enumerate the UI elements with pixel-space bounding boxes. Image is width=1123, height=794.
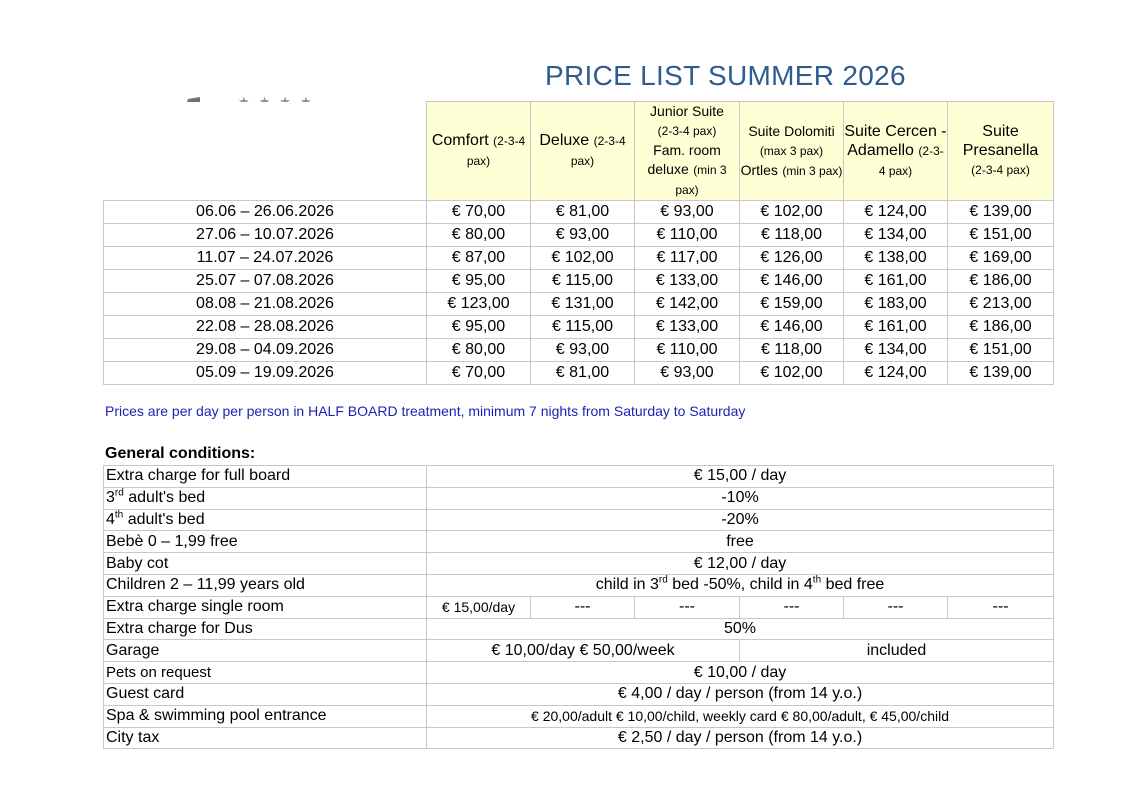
period-cell: 25.07 – 07.08.2026 <box>104 270 427 293</box>
price-cell: € 126,00 <box>740 247 844 270</box>
condition-row <box>104 466 1054 488</box>
condition-label: Extra charge for Dus <box>104 618 427 640</box>
condition-value: € 2,50 / day / person (from 14 y.o.) <box>427 727 1054 749</box>
price-cell: € 110,00 <box>635 224 740 247</box>
price-cell: € 110,00 <box>635 339 740 362</box>
period-cell: 11.07 – 24.07.2026 <box>104 247 427 270</box>
period-cell: 29.08 – 04.09.2026 <box>104 339 427 362</box>
price-cell: € 118,00 <box>740 339 844 362</box>
price-cell: € 186,00 <box>948 270 1054 293</box>
price-cell: € 169,00 <box>948 247 1054 270</box>
price-cell: € 159,00 <box>740 293 844 316</box>
condition-label: Garage <box>104 640 427 662</box>
price-cell: € 81,00 <box>531 362 635 385</box>
condition-value: --- <box>844 596 948 618</box>
price-cell: € 80,00 <box>427 339 531 362</box>
price-cell: € 134,00 <box>844 339 948 362</box>
price-row <box>104 224 1054 247</box>
price-row <box>104 247 1054 270</box>
pricing-note: Prices are per day per person in HALF BOARD treatment, minimum 7 nights from Saturday to Saturday <box>105 403 746 419</box>
condition-value: 50% <box>427 618 1054 640</box>
condition-label: Pets on request <box>104 662 427 684</box>
condition-label: City tax <box>104 727 427 749</box>
condition-label: Extra charge for full board <box>104 466 427 488</box>
condition-value: € 4,00 / day / person (from 14 y.o.) <box>427 683 1054 705</box>
price-cell: € 80,00 <box>427 224 531 247</box>
col-header-junior-suite: Junior Suite (2-3-4 pax) Fam. room deluxe (min 3 pax) <box>635 102 740 201</box>
condition-label: Spa & swimming pool entrance <box>104 705 427 727</box>
price-table <box>103 101 1054 385</box>
page-title: PRICE LIST SUMMER 2026 <box>545 60 906 91</box>
price-cell: € 139,00 <box>948 362 1054 385</box>
condition-value: € 10,00 / day <box>427 662 1054 684</box>
price-cell: € 93,00 <box>531 224 635 247</box>
header-blank-cell <box>104 102 427 201</box>
condition-row <box>104 487 1054 509</box>
period-cell: 22.08 – 28.08.2026 <box>104 316 427 339</box>
price-cell: € 124,00 <box>844 201 948 224</box>
condition-value: --- <box>531 596 635 618</box>
price-cell: € 123,00 <box>427 293 531 316</box>
condition-row <box>104 509 1054 531</box>
conditions-table <box>103 465 1054 749</box>
price-cell: € 124,00 <box>844 362 948 385</box>
price-cell: € 133,00 <box>635 316 740 339</box>
price-cell: € 146,00 <box>740 270 844 293</box>
condition-row <box>104 727 1054 749</box>
price-cell: € 118,00 <box>740 224 844 247</box>
price-cell: € 93,00 <box>635 201 740 224</box>
price-cell: € 70,00 <box>427 362 531 385</box>
price-cell: € 142,00 <box>635 293 740 316</box>
condition-label: Guest card <box>104 683 427 705</box>
price-table-header <box>104 102 1054 201</box>
condition-value: € 10,00/day € 50,00/week <box>427 640 740 662</box>
condition-row <box>104 662 1054 684</box>
condition-label: Extra charge single room <box>104 596 427 618</box>
condition-label: 3rd adult's bed <box>104 487 427 509</box>
price-cell: € 87,00 <box>427 247 531 270</box>
condition-value: --- <box>948 596 1054 618</box>
price-cell: € 186,00 <box>948 316 1054 339</box>
condition-row <box>104 596 1054 618</box>
price-row <box>104 293 1054 316</box>
condition-row <box>104 705 1054 727</box>
price-row <box>104 201 1054 224</box>
price-row <box>104 339 1054 362</box>
price-cell: € 102,00 <box>531 247 635 270</box>
condition-row <box>104 531 1054 553</box>
condition-value: € 20,00/adult € 10,00/child, weekly card € 80,00/adult, € 45,00/child <box>427 705 1054 727</box>
condition-value: € 15,00/day <box>427 596 531 618</box>
price-cell: € 93,00 <box>635 362 740 385</box>
col-header-suite-presanella: Suite Presanella (2-3-4 pax) <box>948 102 1054 201</box>
condition-row <box>104 683 1054 705</box>
condition-label: Children 2 – 11,99 years old <box>104 574 427 596</box>
period-cell: 27.06 – 10.07.2026 <box>104 224 427 247</box>
col-header-suite-dolomiti: Suite Dolomiti (max 3 pax) Ortles (min 3 pax) <box>740 102 844 201</box>
period-cell: 05.09 – 19.09.2026 <box>104 362 427 385</box>
condition-value: --- <box>635 596 740 618</box>
price-cell: € 134,00 <box>844 224 948 247</box>
price-cell: € 95,00 <box>427 316 531 339</box>
condition-value: € 12,00 / day <box>427 553 1054 575</box>
price-cell: € 138,00 <box>844 247 948 270</box>
price-cell: € 95,00 <box>427 270 531 293</box>
price-cell: € 117,00 <box>635 247 740 270</box>
condition-row <box>104 574 1054 596</box>
price-cell: € 133,00 <box>635 270 740 293</box>
conditions-title: General conditions: <box>105 445 256 462</box>
price-cell: € 183,00 <box>844 293 948 316</box>
price-row <box>104 362 1054 385</box>
condition-value: € 15,00 / day <box>427 466 1054 488</box>
price-row <box>104 316 1054 339</box>
col-header-comfort: Comfort (2-3-4 pax) <box>427 102 531 201</box>
price-cell: € 213,00 <box>948 293 1054 316</box>
price-cell: € 131,00 <box>531 293 635 316</box>
condition-value: free <box>427 531 1054 553</box>
col-header-suite-cercen: Suite Cercen - Adamello (2-3-4 pax) <box>844 102 948 201</box>
period-cell: 06.06 – 26.06.2026 <box>104 201 427 224</box>
condition-row <box>104 553 1054 575</box>
condition-value: -20% <box>427 509 1054 531</box>
price-cell: € 102,00 <box>740 362 844 385</box>
price-row <box>104 270 1054 293</box>
price-cell: € 139,00 <box>948 201 1054 224</box>
price-cell: € 161,00 <box>844 270 948 293</box>
condition-value: included <box>740 640 1054 662</box>
condition-label: Baby cot <box>104 553 427 575</box>
price-cell: € 151,00 <box>948 224 1054 247</box>
price-cell: € 151,00 <box>948 339 1054 362</box>
condition-row <box>104 618 1054 640</box>
condition-value: -10% <box>427 487 1054 509</box>
price-cell: € 81,00 <box>531 201 635 224</box>
price-cell: € 102,00 <box>740 201 844 224</box>
price-cell: € 115,00 <box>531 270 635 293</box>
col-header-deluxe: Deluxe (2-3-4 pax) <box>531 102 635 201</box>
condition-label: 4th adult's bed <box>104 509 427 531</box>
price-cell: € 161,00 <box>844 316 948 339</box>
price-cell: € 115,00 <box>531 316 635 339</box>
price-cell: € 70,00 <box>427 201 531 224</box>
price-cell: € 93,00 <box>531 339 635 362</box>
condition-value: --- <box>740 596 844 618</box>
period-cell: 08.08 – 21.08.2026 <box>104 293 427 316</box>
condition-row <box>104 640 1054 662</box>
condition-label: Bebè 0 – 1,99 free <box>104 531 427 553</box>
condition-value: child in 3rd bed -50%, child in 4th bed free <box>427 574 1054 596</box>
price-cell: € 146,00 <box>740 316 844 339</box>
